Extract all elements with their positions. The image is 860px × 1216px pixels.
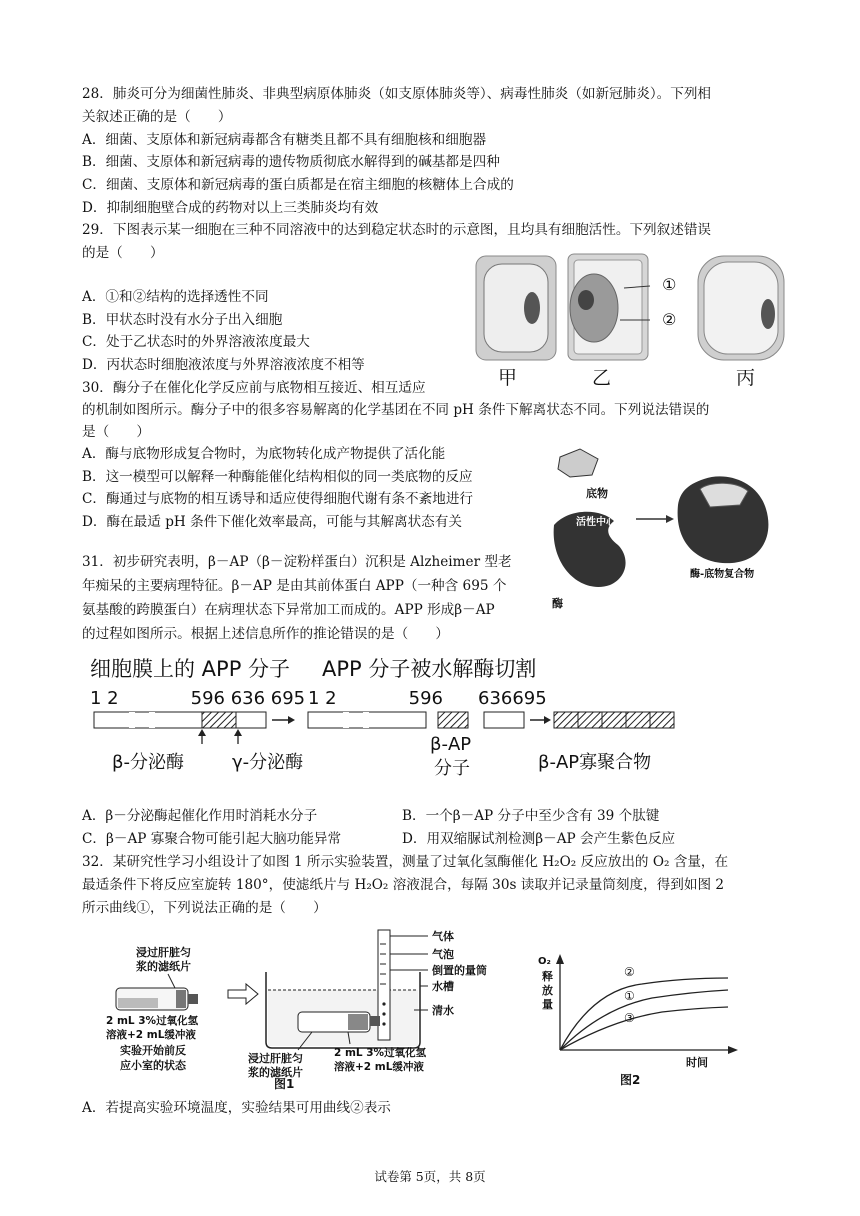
- q30-option-d: D．酶在最适 pH 条件下催化效率最高，可能与其解离状态有关: [82, 514, 462, 530]
- q28-option-c: C．细菌、支原体和新冠病毒的蛋白质都是在宿主细胞的核糖体上合成的: [82, 177, 514, 193]
- q32-filter2-line2: 浆的滤纸片: [248, 1066, 303, 1079]
- q31-option-c: C．β－AP 寡聚合物可能引起大脑功能异常: [82, 831, 342, 847]
- q29-label-yi: 乙: [592, 367, 612, 389]
- q30-option-b: B．这一模型可以解释一种酶能催化结构相似的同一类底物的反应: [82, 469, 473, 485]
- q31-option-d: D．用双缩脲试剂检测β－AP 会产生紫色反应: [402, 831, 676, 847]
- q31-nums-left: 1 2 596 636 695: [90, 688, 306, 709]
- q32-filter2-line1: 浸过肝脏匀: [248, 1052, 303, 1065]
- q28-stem-line2: 关叙述正确的是（ ）: [82, 109, 232, 125]
- q32-fig1-caption: 图1: [274, 1077, 295, 1091]
- q29-stem-line1: 29．下图表示某一细胞在三种不同溶液中的达到稳定状态时的示意图，且均具有细胞活性。下列叙述错误: [82, 222, 712, 238]
- q32-curve-1-label: ①: [624, 989, 635, 1003]
- q29-option-d: D．丙状态时细胞液浓度与外界溶液浓度不相等: [82, 357, 365, 373]
- q32-fig2-xlabel: 时间: [686, 1056, 708, 1069]
- q31-option-a: A．β－分泌酶起催化作用时消耗水分子: [82, 808, 318, 824]
- q30-enzyme-label: 酶: [552, 597, 563, 610]
- q31-nums-right: 636695: [478, 688, 547, 709]
- q32-state-line1: 实验开始前反: [120, 1044, 186, 1057]
- q31-stem-line4: 的过程如图所示。根据上述信息所作的推论错误的是（ ）: [82, 626, 450, 642]
- q29-label-bing: 丙: [736, 367, 756, 389]
- q30-active-site-label: 活性中心: [576, 517, 616, 528]
- q30-stem-line1: 30．酶分子在催化化学反应前与底物相互接近、相互适应: [82, 380, 426, 396]
- page-footer: 试卷第 5页，共 8页: [374, 1169, 486, 1184]
- q29-option-a: A．①和②结构的选择透性不同: [82, 289, 269, 305]
- q28-stem-line1: 28．肺炎可分为细菌性肺炎、非典型病原体肺炎（如支原体肺炎等）、病毒性肺炎（如新冠肺炎）。下列相: [82, 86, 712, 102]
- q29-option-b: B．甲状态时没有水分子出入细胞: [82, 312, 283, 328]
- q32-figure2: [532, 950, 742, 1086]
- q29-stem-line2: 的是（ ）: [82, 245, 164, 261]
- q31-gamma-secretase: γ-分泌酶: [232, 752, 304, 773]
- q32-tank-label: 水槽: [432, 980, 454, 993]
- q32-state-line2: 应小室的状态: [120, 1059, 186, 1072]
- q30-enzyme-figure: [540, 445, 780, 615]
- q31-stem-line3: 氨基酸的跨膜蛋白）在病理状态下异常加工而成的。APP 形成β－AP: [82, 602, 495, 618]
- q32-water-label: 清水: [432, 1004, 454, 1017]
- q31-app-figure: [82, 650, 682, 785]
- q32-fig2-ylabel-2: 释: [542, 970, 553, 983]
- q32-curve-3-label: ③: [624, 1011, 635, 1025]
- q31-beta-ap-line2: 分子: [434, 758, 470, 779]
- q32-fig2-ylabel-1: O₂: [538, 956, 551, 967]
- q32-filter-line2: 浆的滤纸片: [136, 960, 191, 973]
- q32-fig2-ylabel-3: 放: [542, 984, 553, 997]
- q32-solution-line1: 2 mL 3%过氧化氢: [106, 1015, 199, 1027]
- q28-option-a: A．细菌、支原体和新冠病毒都含有糖类且都不具有细胞核和细胞器: [82, 132, 487, 148]
- q31-stem-line1: 31．初步研究表明，β－AP（β－淀粉样蛋白）沉积是 Alzheimer 型老: [82, 554, 512, 570]
- q32-solution2-line2: 溶液+2 mL缓冲液: [334, 1061, 424, 1073]
- q28-option-b: B．细菌、支原体和新冠病毒的遗传物质彻底水解得到的碱基都是四种: [82, 154, 500, 170]
- q30-complex-label: 酶-底物复合物: [690, 569, 755, 580]
- q31-oligomer: β-AP寡聚合物: [538, 752, 652, 773]
- q32-stem-line2: 最适条件下将反应室旋转 180°，使滤纸片与 H₂O₂ 溶液混合，每隔 30s 读取并记录量筒刻度，得到如图 2: [82, 877, 725, 893]
- q32-solution2-line1: 2 mL 3%过氧化氢: [334, 1047, 427, 1059]
- q30-substrate-label: 底物: [586, 487, 608, 500]
- q30-option-a: A．酶与底物形成复合物时，为底物转化成产物提供了活化能: [82, 446, 446, 462]
- q32-fig2-ylabel-4: 量: [542, 998, 553, 1011]
- q32-solution-line2: 溶液+2 mL缓冲液: [106, 1029, 196, 1041]
- q32-bubble-label: 气泡: [432, 948, 454, 961]
- q32-stem-line1: 32．某研究性学习小组设计了如图 1 所示实验装置，测量了过氧化氢酶催化 H₂O₂ 反应放出的 O₂ 含量，在: [82, 854, 729, 870]
- q29-mark-2: ②: [662, 310, 677, 329]
- q32-figure1: [98, 924, 530, 1092]
- q31-nums-mid: 1 2 596: [308, 688, 443, 709]
- q31-beta-secretase: β-分泌酶: [112, 752, 184, 773]
- q29-option-c: C．处于乙状态时的外界溶液浓度最大: [82, 334, 310, 350]
- q31-beta-ap-line1: β-AP: [430, 734, 472, 755]
- q30-option-c: C．酶通过与底物的相互诱导和适应使得细胞代谢有条不紊地进行: [82, 491, 474, 507]
- q32-cylinder-label: 倒置的量筒: [432, 964, 487, 977]
- q30-stem-line2: 的机制如图所示。酶分子中的很多容易解离的化学基团在不同 pH 条件下解离状态不同。下列说法错误的: [82, 402, 710, 418]
- q32-gas-label: 气体: [432, 930, 454, 943]
- q32-fig2-caption: 图2: [620, 1073, 641, 1086]
- q31-option-b: B．一个β－AP 分子中至少含有 39 个肽键: [402, 808, 660, 824]
- q32-stem-line3: 所示曲线①，下列说法正确的是（ ）: [82, 900, 327, 916]
- q29-label-jia: 甲: [498, 367, 518, 389]
- q31-title-right: APP 分子被水解酶切割: [322, 657, 537, 681]
- q29-mark-1: ①: [662, 275, 677, 294]
- q28-option-d: D．抑制细胞壁合成的药物对以上三类肺炎均有效: [82, 200, 379, 216]
- q32-filter-line1: 浸过肝脏匀: [136, 946, 191, 959]
- q31-title-left: 细胞膜上的 APP 分子: [90, 657, 291, 681]
- q31-stem-line2: 年痴呆的主要病理特征。β－AP 是由其前体蛋白 APP（一种含 695 个: [82, 578, 507, 594]
- q32-curve-2-label: ②: [624, 965, 635, 979]
- q30-stem-line3: 是（ ）: [82, 424, 150, 440]
- q32-option-a: A．若提高实验环境温度，实验结果可用曲线②表示: [82, 1100, 391, 1116]
- q29-cell-figure: [472, 250, 790, 390]
